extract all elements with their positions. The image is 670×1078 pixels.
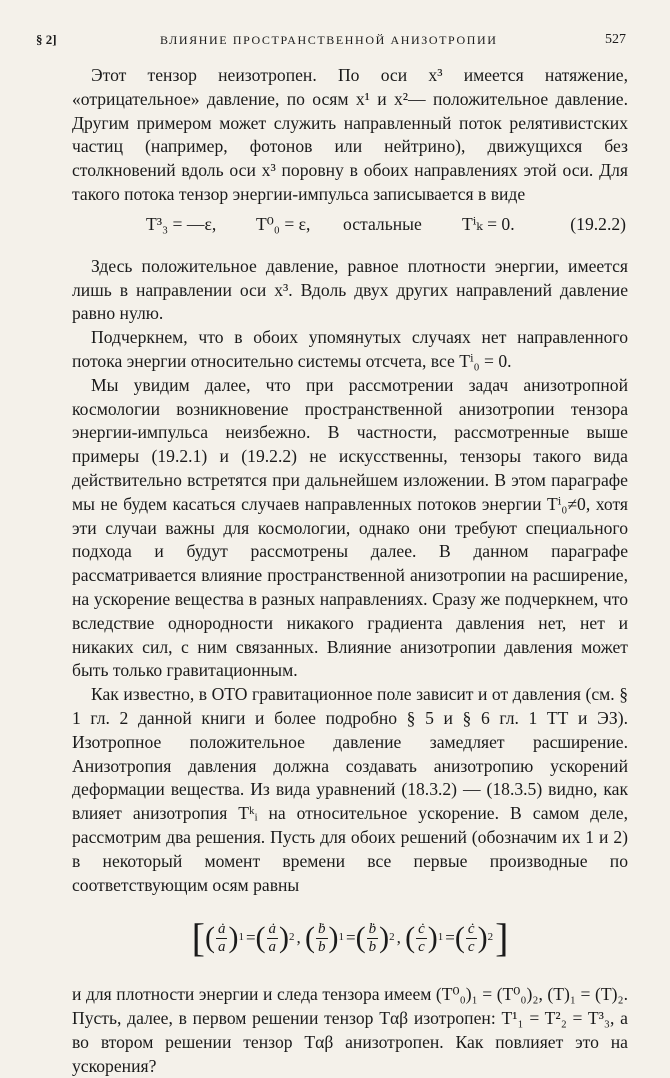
paragraph-5: Как известно, в ОТО гравитационное поле зависит и от давления (см. § 1 гл. 2 данной книги и более подробно § 5 и § 6 гл. 1 ТТ и ЭЗ). Изотропное положительное давление замедляет расширение. Анизотропия давления должна создавать анизотропию ускорений деформации вещества. Из вида уравнений (18.3.2) — (18.3.5) видно, как влияет анизотропия Tᵏᵢ на относительное ускорение. В самом деле, рассмотрим два решения. Пусть для обоих решений (обозначим их 1 и 2) в некоторый момент времени все первые производные по соответствующим осям равны: [72, 684, 628, 895]
paragraph-4: Мы увидим далее, что при рассмотрении задач анизотропной космологии возникновение пространственной анизотропии тензора энергии-импульса неизбежно. В частности, рассмотренные выше примеры (19.2.1) и (19.2.2) не искусственны, тензоры такого вида действительно встретятся при дальнейшем изложении. В этом параграфе мы не будем касаться случаев направленных потоков энергии Tⁱ₀≠0, хотя эти случаи важны для космологии, однако они требуют специального подхода и будут рассмотрены далее. В данном параграфе рассматривается влияние пространственной анизотропии на расширение, на ускорение вещества в разных направлениях. Сразу же подчеркнем, что вследствие однородности никакого градиента давления нет, нет и никаких сил, с ним связанных. Влияние анизотропии давления может быть только гравитационным.: [72, 374, 628, 681]
fraction-c: $\frac{ċ}{c}$: [418, 920, 425, 955]
page-number: 527: [605, 32, 626, 47]
fraction-b: $\frac{\text{ḃ}}{b}$: [318, 920, 326, 955]
fraction-a: $\frac{ȧ}{a}$: [217, 920, 226, 955]
fraction-b2: $\frac{\text{ḃ}}{b}$: [368, 920, 377, 955]
equation-derivatives: [ ( $\frac{ȧ}{a}$ ) 1 = ( $\frac{ȧ}{a}$ ) 2 , ( $\frac{\text{ḃ}}{b}$ ) 1 = ( $\frac{\text{ḃ}}{b}$ ) 2 , ( $\frac{ċ}{c}$ ) 1 = ( $\frac{ċ}{c}$ ) 2 ]: [191, 915, 509, 961]
running-header: [36, 32, 626, 52]
left-bracket: [: [191, 915, 205, 961]
paragraph-2: Здесь положительное давление, равное плотности энергии, имеется лишь в направлении оси x³. Вдоль двух других направлений давление равно нулю.: [72, 255, 628, 324]
equation-19-2-2: [72, 211, 628, 245]
section-marker: § 2]: [36, 32, 57, 47]
eq-part-t00: T⁰₀ = ε,: [256, 213, 311, 234]
eq-part-t33: T³₃ = —ε,: [146, 213, 217, 234]
paragraph-1: Этот тензор неизотропен. По оси x³ имеется натяжение, «отрицательное» давление, по осям x¹ и x²— положительное давление. Другим примером может служить направленный поток релятивистских частиц (например, фотонов или нейтрино), движущихся без столкновений вдоль оси x³ поровну в обоих направлениях этой оси. Для такого потока тензор энергии-импульса записывается в виде: [72, 65, 628, 204]
paragraph-3: Подчеркнем, что в обоих упомянутых случаях нет направленного потока энергии относительно системы отсчета, все Tⁱ₀ = 0.: [72, 327, 628, 371]
fraction-a2: $\frac{ȧ}{a}$: [268, 920, 277, 955]
eq-part-text: остальные: [343, 213, 422, 234]
equation-number: (19.2.2): [570, 213, 626, 234]
right-bracket: ]: [495, 915, 509, 961]
eq-part-tik: Tⁱₖ = 0.: [462, 213, 515, 234]
running-title: ВЛИЯНИЕ ПРОСТРАНСТВЕННОЙ АНИЗОТРОПИИ: [160, 33, 498, 47]
paragraph-6: и для плотности энергии и следа тензора имеем (T⁰₀)₁ = (T⁰₀)₂, (T)₁ = (T)₂. Пусть, далее, в первом решении тензор Tαβ изотропен: T¹₁ = T²₂ = T³₃, а во втором решении тензор Tαβ анизотропен. Как повлияет это на ускорения?: [72, 984, 628, 1076]
page-body: [72, 64, 628, 1078]
fraction-c2: $\frac{ċ}{c}$: [467, 920, 475, 955]
